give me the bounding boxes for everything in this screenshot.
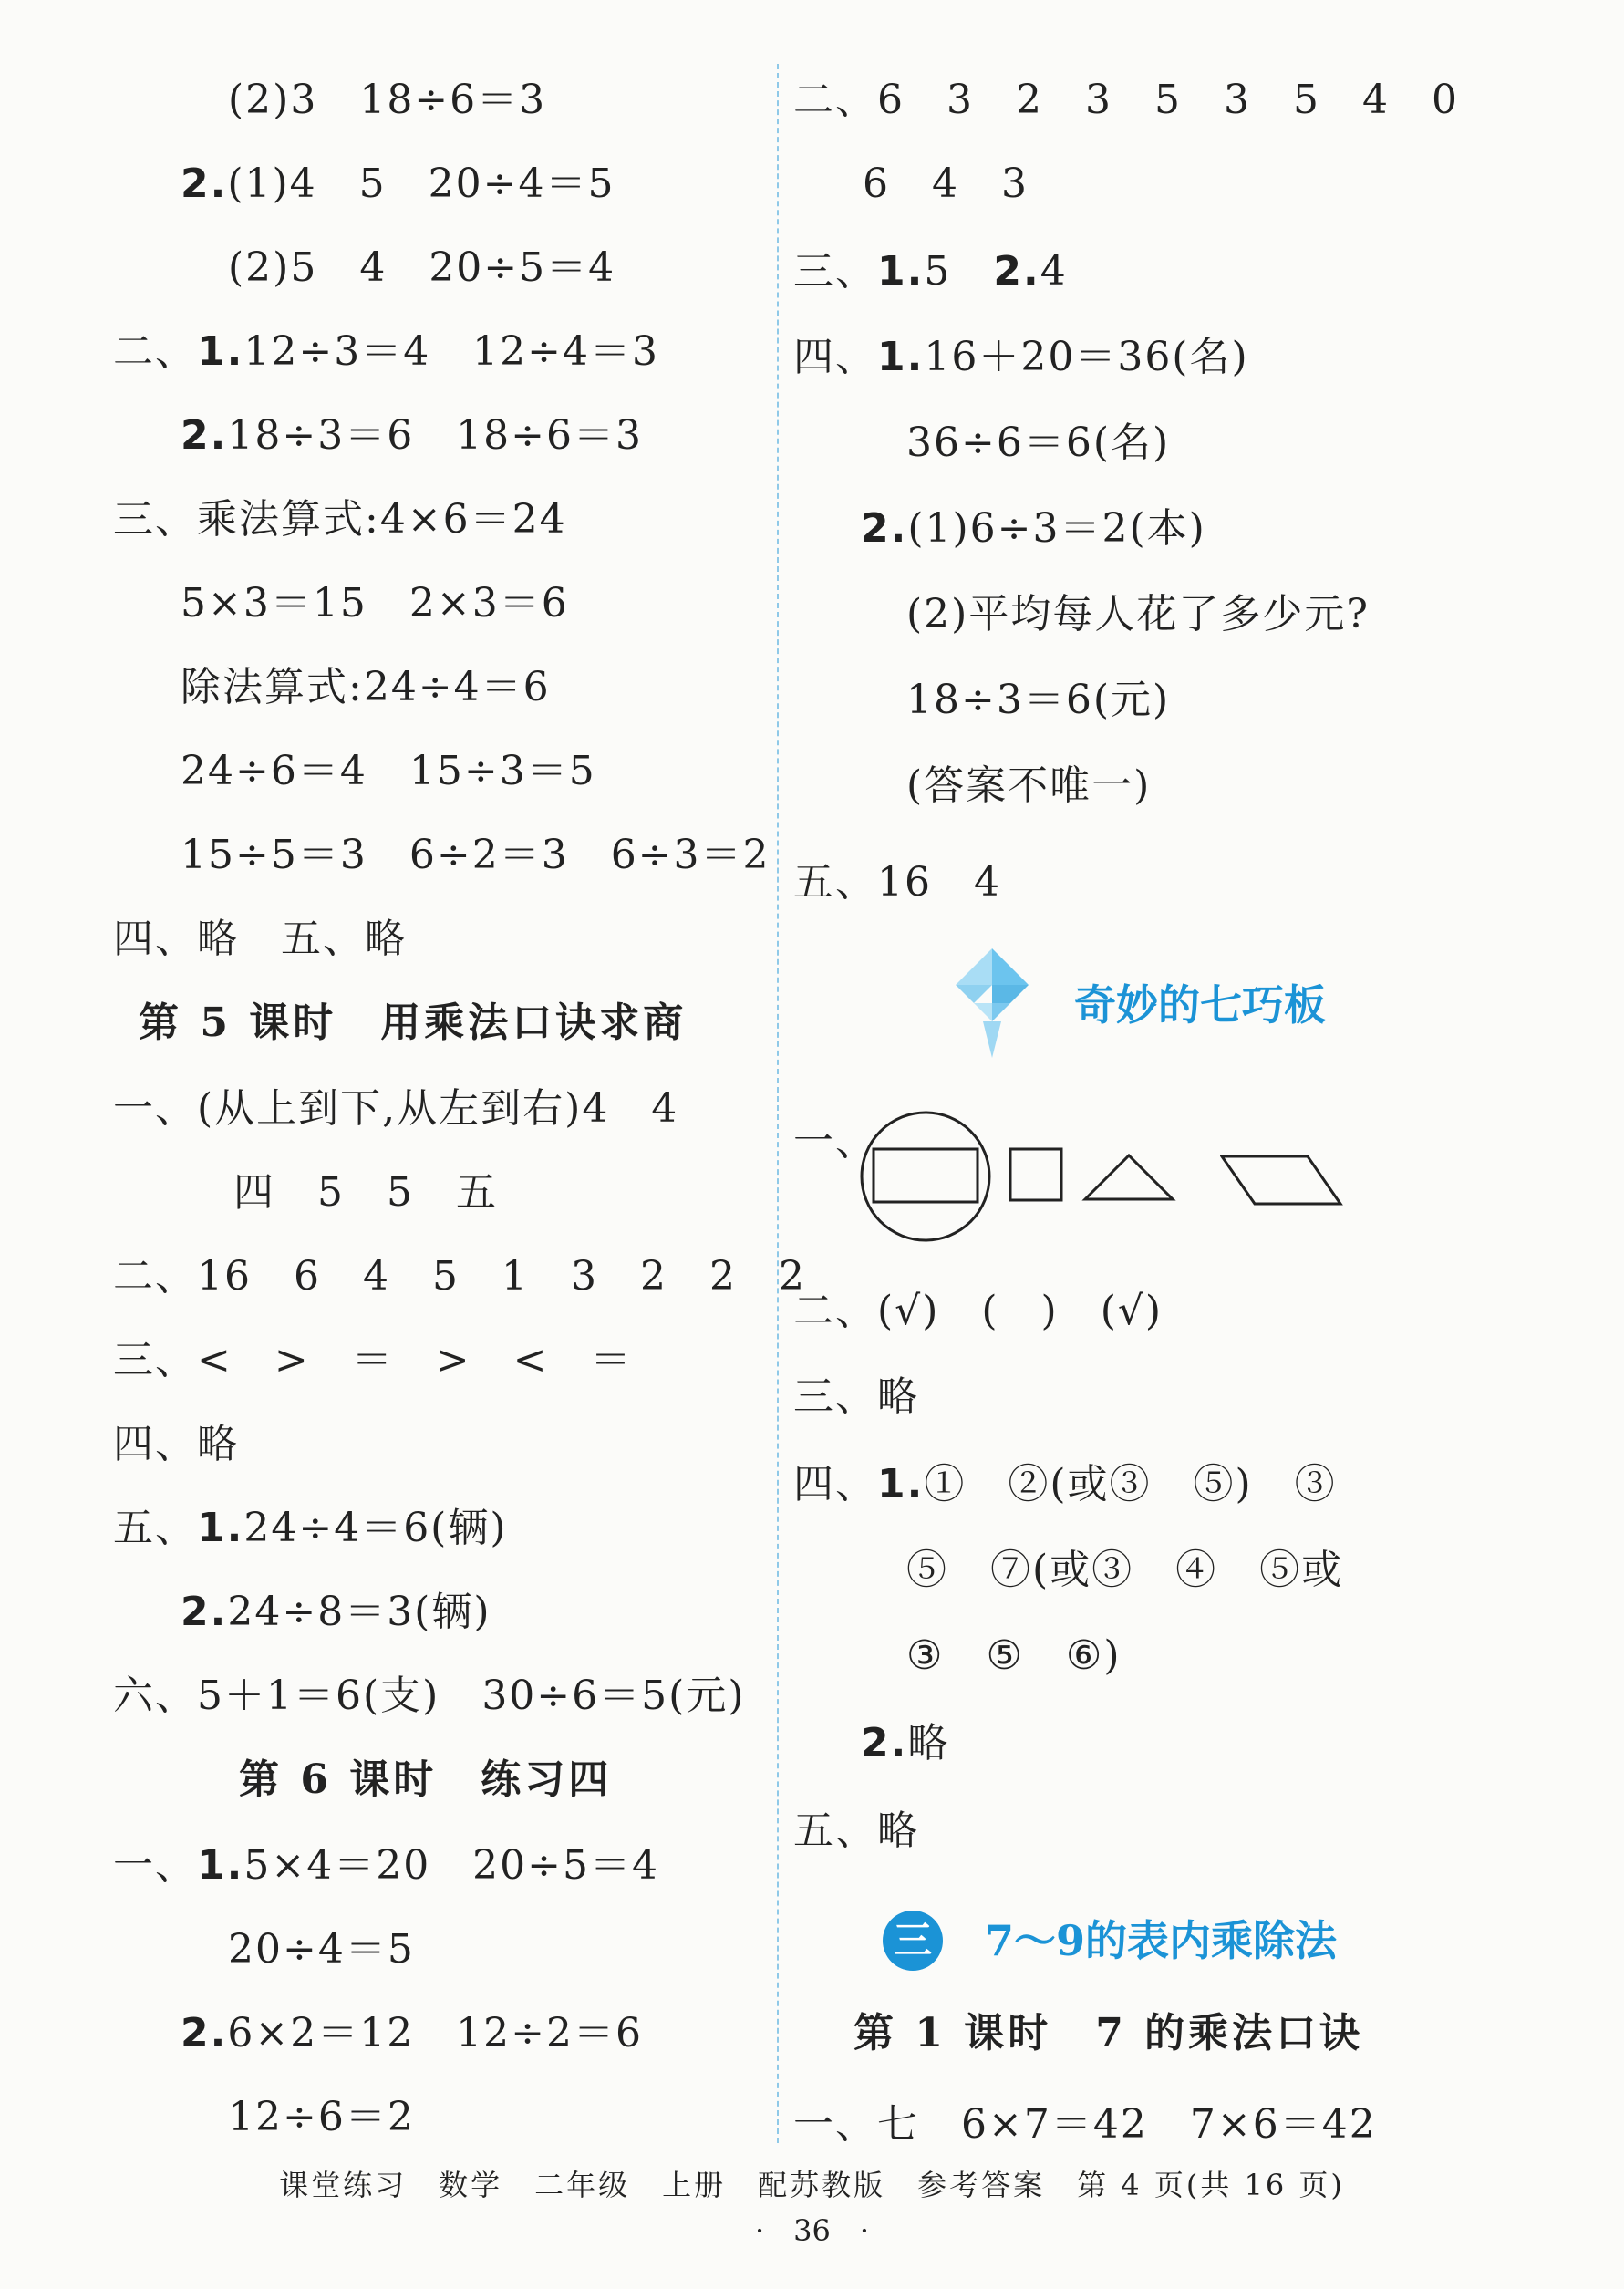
answer-line: 2.24÷8＝3(辆) [181, 1589, 491, 1635]
answer-line: 20÷4＝5 [228, 1926, 415, 1973]
page-number: · 36 · [754, 2213, 870, 2248]
shapes-figure [857, 1108, 1222, 1245]
page-footer: 课堂练习 数学 二年级 上册 配苏教版 参考答案 第 4 页(共 16 页) [279, 2168, 1345, 2202]
answer-line: 六、5＋1＝6(支) 30÷6＝5(元) [113, 1673, 746, 1719]
answer-line: ③ ⑤ ⑥) [906, 1632, 1122, 1679]
column-divider [777, 64, 779, 2143]
answer-line: 2.略 [861, 1720, 950, 1766]
answer-line: 5×3＝15 2×3＝6 [181, 580, 569, 627]
answer-line: 一、1.5×4＝20 20÷5＝4 [113, 1842, 660, 1889]
answer-line: 15÷5＝3 6÷2＝3 6÷3＝2 [181, 832, 771, 878]
answer-line: 二、1.12÷3＝4 12÷4＝3 [113, 328, 660, 375]
answer-line: 36÷6＝6(名) [906, 419, 1171, 466]
answer-line: 除法算式:24÷4＝6 [181, 664, 551, 710]
answer-line: 四、略 五、略 [113, 916, 407, 962]
answer-line: 2.18÷3＝6 18÷6＝3 [181, 412, 644, 459]
answer-line: (2)3 18÷6＝3 [228, 77, 547, 123]
answer-line: 四、略 [113, 1421, 239, 1467]
section-number-badge: 三 [883, 1911, 943, 1971]
answer-line: (答案不唯一) [906, 762, 1152, 809]
answer-line: 二、6 3 2 3 5 3 5 4 0 [793, 77, 1459, 123]
section-title: 7～9的表内乘除法 [985, 1916, 1338, 1965]
answer-line: 四、1.16＋20＝36(名) [793, 334, 1249, 380]
answer-line: 12÷6＝2 [228, 2094, 415, 2140]
answer-line: 五、1.24÷4＝6(辆) [113, 1505, 508, 1551]
answer-line: 三、乘法算式:4×6＝24 [113, 496, 567, 543]
answer-line: 18÷3＝6(元) [906, 677, 1171, 723]
tangram-logo-icon [937, 944, 1047, 1062]
answer-line: 四、1.① ②(或③ ⑤) ③ [793, 1461, 1337, 1507]
answer-line: (2)5 4 20÷5＝4 [228, 244, 616, 291]
answer-line: 三、1.5 2.4 [793, 248, 1068, 295]
answer-line: 一、七 6×7＝42 7×6＝42 [793, 2101, 1377, 2148]
section-banner-title: 奇妙的七巧板 [1074, 980, 1326, 1030]
answer-line: (2)平均每人花了多少元? [906, 591, 1370, 637]
answer-line: 五、略 [793, 1807, 919, 1854]
answer-line: 四 5 5 五 [233, 1169, 498, 1216]
lesson-heading: 第 1 课时 7 的乘法口诀 [853, 2010, 1364, 2056]
parallelogram-shape [1220, 1149, 1348, 1213]
answer-line: 2.6×2＝12 12÷2＝6 [181, 2010, 644, 2056]
answer-line: 一、(从上到下,从左到右)4 4 [113, 1085, 679, 1132]
answer-line: 24÷6＝4 15÷3＝5 [181, 748, 596, 794]
lesson-heading: 第 5 课时 用乘法口诀求商 [139, 999, 688, 1046]
lesson-heading: 第 6 课时 练习四 [239, 1756, 613, 1803]
answer-line: 五、16 4 [793, 859, 1001, 906]
answer-line: 二、(√) ( ) (√) [793, 1288, 1164, 1334]
answer-line: 二、16 6 4 5 1 3 2 2 2 [113, 1253, 806, 1300]
answer-line: 6 4 3 [863, 161, 1029, 207]
answer-line: ⑤ ⑦(或③ ④ ⑤或 [906, 1547, 1344, 1593]
answer-line: 2.(1)4 5 20÷4＝5 [181, 161, 615, 207]
answer-line: 三、略 [793, 1373, 919, 1420]
answer-line: 一、 [793, 1118, 877, 1165]
answer-line: 2.(1)6÷3＝2(本) [861, 505, 1206, 552]
answer-line: 三、< > ＝ > < ＝ [113, 1337, 633, 1383]
